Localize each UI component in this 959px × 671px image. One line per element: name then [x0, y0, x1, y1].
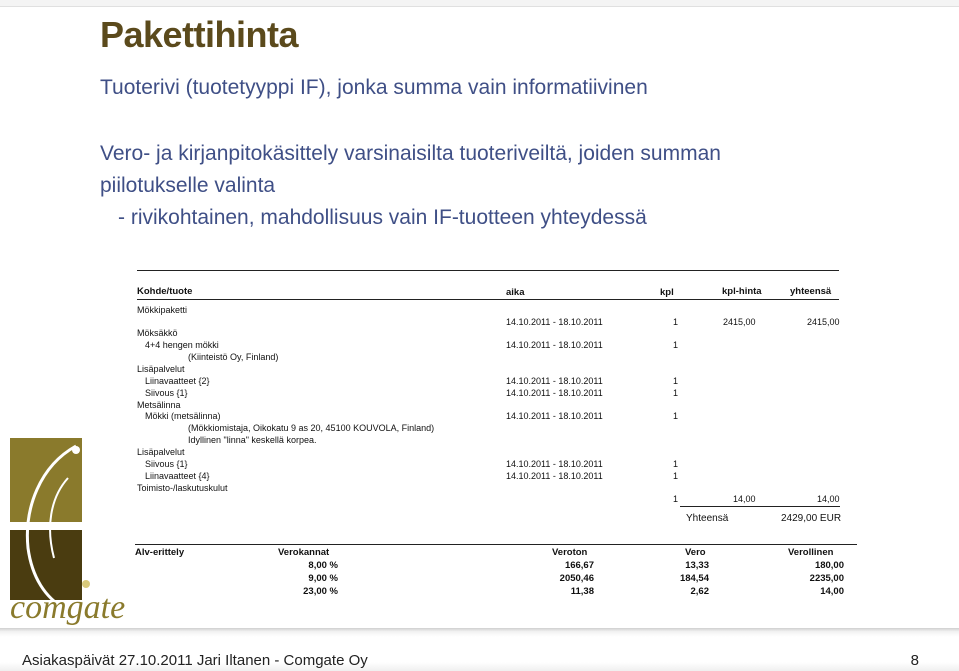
logo-text: comgate [10, 589, 126, 626]
vat-gross: 14,00 [820, 586, 844, 597]
row-qty: 1 [673, 459, 679, 469]
row-name: 4+4 hengen mökki [145, 340, 219, 350]
row-name: Möksäkkö [137, 328, 178, 338]
row-time: 14.10.2011 - 18.10.2011 [506, 317, 603, 327]
row-name: Mökki (metsälinna) [145, 411, 221, 421]
row-time: 14.10.2011 - 18.10.2011 [506, 471, 603, 481]
comgate-logo [10, 438, 155, 633]
row-qty: 1 [673, 317, 679, 327]
sum-rule [680, 506, 840, 507]
row-name: Toimisto-/laskutuskulut [137, 483, 228, 493]
sum-label: Yhteensä [686, 513, 729, 524]
row-name: Siivous {1} [145, 459, 188, 469]
row-total: 2415,00 [807, 317, 840, 327]
row-unit-price: 2415,00 [723, 317, 756, 327]
vat-top-rule [135, 544, 857, 545]
row-qty: 1 [673, 411, 679, 421]
vat-tax: 2,62 [690, 586, 709, 597]
row-total: 14,00 [817, 494, 840, 504]
row-name: Liinavaatteet {2} [145, 376, 210, 386]
vat-rate: 9,00 % [308, 573, 338, 584]
sum-value: 2429,00 EUR [781, 513, 842, 524]
row-name: Lisäpalvelut [137, 447, 185, 457]
vat-header-gross: Verollinen [788, 547, 834, 558]
slide-title: Pakettihinta [100, 14, 299, 55]
row-unit-price: 14,00 [733, 494, 756, 504]
vat-gross: 2235,00 [809, 573, 844, 584]
row-time: 14.10.2011 - 18.10.2011 [506, 388, 603, 398]
vat-rate: 8,00 % [308, 560, 338, 571]
vat-rate: 23,00 % [303, 586, 338, 597]
row-time: 14.10.2011 - 18.10.2011 [506, 376, 603, 386]
row-name: Idyllinen "linna" keskellä korpea. [188, 435, 317, 445]
vat-net: 166,67 [564, 560, 594, 571]
row-qty: 1 [673, 494, 679, 504]
page-number: 8 [910, 652, 919, 669]
vat-tax: 13,33 [685, 560, 709, 571]
vat-net: 11,38 [570, 586, 594, 597]
row-qty: 1 [673, 376, 679, 386]
sub-bullet-line: - rivikohtainen, mahdollisuus vain IF-tuotteen yhteydessä [118, 206, 647, 229]
vat-gross: 180,00 [814, 560, 844, 571]
row-name: Mökkipaketti [137, 305, 188, 315]
row-qty: 1 [673, 388, 679, 398]
vat-net: 2050,46 [559, 573, 594, 584]
invoice-top-rule [137, 270, 839, 271]
invoice-header-rule [137, 299, 839, 300]
vat-title: Alv-erittely [135, 547, 185, 558]
header-total: yhteensä [790, 286, 832, 297]
row-name: (Mökkiomistaja, Oikokatu 9 as 20, 45100 KOUVOLA, Finland) [188, 423, 435, 433]
header-unit-price: kpl-hinta [722, 286, 762, 297]
vat-tax: 184,54 [679, 573, 709, 584]
row-name: Lisäpalvelut [137, 364, 185, 374]
row-name: (Kiinteistö Oy, Finland) [188, 352, 279, 362]
vat-header-tax: Vero [685, 547, 706, 558]
row-name: Metsälinna [137, 400, 181, 410]
vat-header-rate: Verokannat [278, 547, 330, 558]
footer-text: Asiakaspäivät 27.10.2011 Jari Iltanen - Comgate Oy [22, 652, 368, 669]
row-qty: 1 [673, 340, 679, 350]
header-item: Kohde/tuote [137, 286, 193, 297]
header-qty: kpl [660, 287, 674, 298]
bullet-line-2: Vero- ja kirjanpitokäsittely varsinaisilta tuoteriveiltä, joiden summan [100, 142, 721, 165]
row-time: 14.10.2011 - 18.10.2011 [506, 411, 603, 421]
vat-header-net: Veroton [552, 547, 588, 558]
row-time: 14.10.2011 - 18.10.2011 [506, 340, 603, 350]
bullet-line-3: piilotukselle valinta [100, 174, 276, 197]
row-time: 14.10.2011 - 18.10.2011 [506, 459, 603, 469]
header-time: aika [506, 287, 525, 298]
row-name: Siivous {1} [145, 388, 188, 398]
comgate-logo-mark [10, 438, 155, 633]
row-qty: 1 [673, 471, 679, 481]
invoice-screenshot [130, 262, 860, 612]
bullet-line-1: Tuoterivi (tuotetyyppi IF), jonka summa vain informatiivinen [100, 76, 648, 99]
top-bar [0, 0, 959, 7]
footer-bar [0, 628, 959, 671]
row-name: Liinavaatteet {4} [145, 471, 210, 481]
